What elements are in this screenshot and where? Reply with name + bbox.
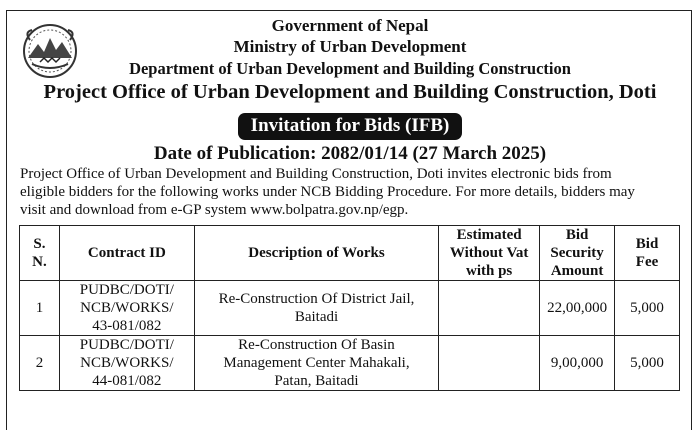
cell-estimated: [439, 336, 540, 391]
header-sn: S. N.: [20, 226, 60, 281]
header-department: Department of Urban Development and Building Construction: [129, 59, 571, 78]
header-bid-security: Bid Security Amount: [540, 226, 615, 281]
table-row: [20, 336, 680, 391]
publication-date: Date of Publication: 2082/01/14 (27 March 2025): [153, 143, 547, 164]
header-estimated: Estimated Without Vat with ps: [439, 226, 540, 281]
cell-description: Re-Construction Of District Jail, Baitadi: [194, 281, 438, 336]
cell-bid-security: 22,00,000: [540, 281, 615, 336]
header-description: Description of Works: [194, 226, 438, 281]
table-header-row: [20, 226, 680, 281]
cell-sn: 2: [20, 336, 60, 391]
ifb-banner-wrap: [0, 113, 700, 140]
header-ministry: Ministry of Urban Development: [233, 37, 467, 56]
ifb-banner: Invitation for Bids (IFB): [238, 113, 463, 140]
cell-contract-id: PUDBC/DOTI/ NCB/WORKS/ 43-081/082: [59, 281, 194, 336]
cell-contract-id: PUDBC/DOTI/ NCB/WORKS/ 44-081/082: [59, 336, 194, 391]
intro-line: Project Office of Urban Development and Building Construction, Doti invites electronic bids from: [20, 166, 612, 182]
cell-bid-fee: 5,000: [615, 336, 680, 391]
cell-bid-security: 9,00,000: [540, 336, 615, 391]
header-government: Government of Nepal: [271, 16, 429, 35]
cell-bid-fee: 5,000: [615, 281, 680, 336]
intro-paragraph: [20, 165, 684, 219]
cell-estimated: [439, 281, 540, 336]
header-bid-fee: Bid Fee: [615, 226, 680, 281]
intro-line: visit and download from e-GP system www.bolpatra.gov.np/egp.: [20, 202, 409, 218]
table-row: [20, 281, 680, 336]
bids-table: [19, 225, 680, 391]
header-project-office: Project Office of Urban Development and Building Construction, Doti: [43, 81, 657, 103]
intro-line: eligible bidders for the following works under NCB Bidding Procedure. For more details, bidders may: [20, 184, 635, 200]
cell-sn: 1: [20, 281, 60, 336]
header-contract-id: Contract ID: [59, 226, 194, 281]
cell-description: Re-Construction Of Basin Management Center Mahakali, Patan, Baitadi: [194, 336, 438, 391]
